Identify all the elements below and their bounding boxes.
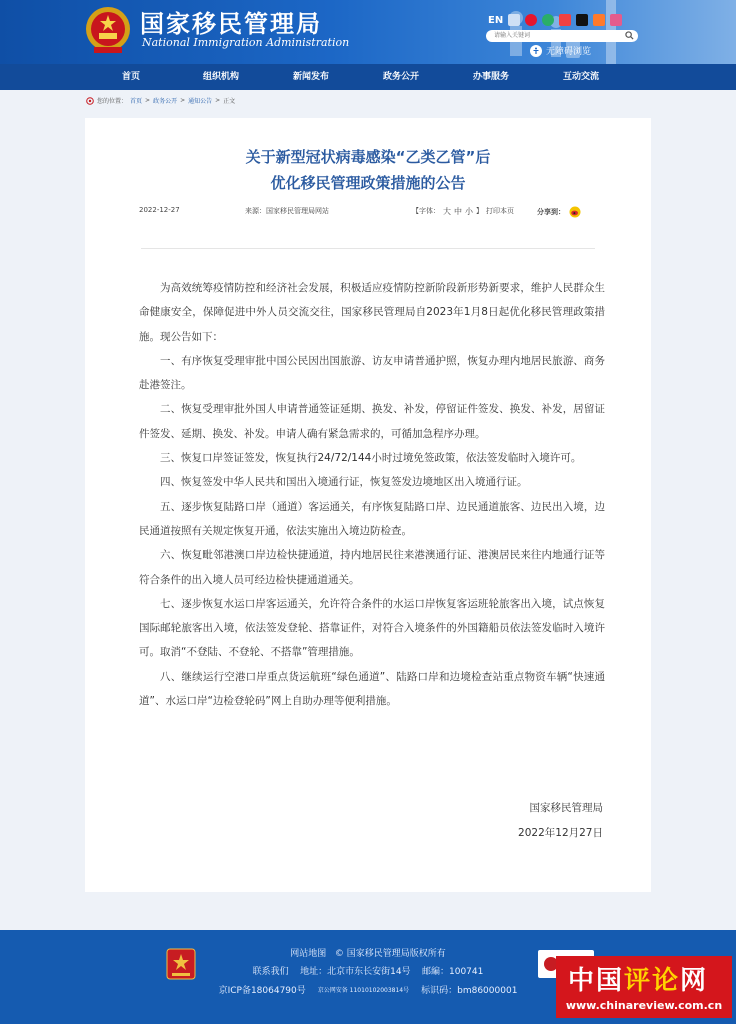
article-body	[139, 276, 605, 713]
breadcrumb-notices[interactable]: 通知公告	[188, 98, 213, 105]
font-size-close: 】	[476, 207, 483, 215]
font-size-control	[412, 206, 514, 217]
divider	[141, 248, 595, 249]
nav-item-interaction[interactable]: 互动交流	[562, 72, 599, 82]
nav-item-services[interactable]: 办事服务	[472, 72, 509, 82]
article-title-line-2: 优化移民管理政策措施的公告	[270, 174, 466, 192]
paragraph-1: 一、有序恢复受理审批中国公民因出国旅游、访友申请普通护照，恢复办理内地居民旅游、商务赴港签注。	[139, 354, 605, 392]
font-size-medium[interactable]: 中	[454, 207, 462, 216]
nav-item-organization[interactable]: 组织机构	[202, 72, 239, 82]
font-size-large[interactable]: 大	[443, 207, 451, 216]
location-icon	[86, 97, 94, 105]
watermark-brand-c: 网	[680, 966, 709, 996]
police-record-link[interactable]: 京公网安备 11010102003814号	[317, 987, 410, 994]
breadcrumb-prefix: 您的位置：	[97, 98, 128, 105]
print-button[interactable]: 打印本页	[486, 207, 514, 215]
font-size-label: 【字体：	[412, 207, 440, 215]
paragraph-8: 八、继续运行空港口岸重点货运航班“绿色通道”、陆路口岸和边境检查站重点物资车辆“快速通道”、水运口岸“边检登轮码”网上自助办理等便利措施。	[139, 670, 605, 708]
nav-item-government-affairs[interactable]: 政务公开	[382, 72, 419, 82]
search-input[interactable]	[494, 30, 614, 42]
postcode: 邮編：100741	[422, 967, 484, 977]
signature-organization: 国家移民管理局	[529, 802, 603, 814]
nav-item-news[interactable]: 新闻发布	[292, 72, 329, 82]
article-title-line-1: 关于新型冠状病毒感染“乙类乙管”后	[245, 148, 491, 166]
copyright: © 国家移民管理局版权所有	[334, 949, 446, 959]
paragraph-intro: 为高效统筹疫情防控和经济社会发展，积极适应疫情防控新阶段新形势新要求，维护人民群众生命健康安全，保障促进中外人员交流交往，国家移民管理局自2023年1月8日起优化移民管理政策措施。现公告如下：	[139, 282, 605, 343]
weibo-share-icon[interactable]	[569, 206, 581, 218]
identifier-code: 标识码：bm86000001	[421, 986, 518, 996]
address: 地址：北京市东长安街14号	[300, 967, 411, 977]
accessibility-label: 无障碍浏览	[546, 47, 592, 57]
wechat-icon[interactable]	[542, 14, 554, 26]
main-nav	[0, 64, 736, 90]
site-subtitle: National Immigration Administration	[142, 36, 350, 49]
search-box[interactable]	[486, 30, 638, 42]
national-emblem-icon[interactable]	[84, 5, 132, 55]
mobile-icon[interactable]	[508, 14, 520, 26]
contact-link[interactable]: 联系我们	[252, 967, 289, 977]
search-icon[interactable]	[625, 31, 634, 40]
site-header	[0, 0, 736, 64]
kuaishou-icon[interactable]	[593, 14, 605, 26]
breadcrumb	[86, 96, 235, 105]
english-link[interactable]: EN	[488, 14, 504, 26]
share-bar	[537, 206, 581, 218]
chinareview-watermark	[556, 956, 732, 1018]
breadcrumb-separator: >	[145, 97, 151, 104]
article-card	[85, 118, 651, 892]
nav-item-home[interactable]: 首页	[121, 72, 140, 82]
paragraph-3: 三、恢复口岸签证签发，恢复执行24/72/144小时过境免签政策，依法签发临时入境许可。	[160, 452, 582, 465]
breadcrumb-separator: >	[215, 97, 221, 104]
site-title[interactable]: 国家移民管理局	[140, 10, 322, 38]
breadcrumb-home[interactable]: 首页	[130, 98, 143, 105]
share-label: 分享到：	[537, 208, 565, 216]
paragraph-5: 五、逐步恢复陆路口岸（通道）客运通关，有序恢复陆路口岸、边民通道旅客、边民出入境，边民通道按照有关规定恢复开通，依法实施出入境边防检查。	[139, 500, 605, 537]
article-source: 来源：国家移民管理局网站	[245, 207, 329, 215]
tiktok-icon[interactable]	[576, 14, 588, 26]
font-size-small[interactable]: 小	[465, 207, 473, 216]
header-toolbar	[488, 14, 622, 26]
paragraph-7: 七、逐步恢复水运口岸客运通关，允许符合条件的水运口岸恢复客运班轮旅客出入境，试点恢复国际邮轮旅客出入境，依法签发登轮、搭靠证件，对符合入境条件的外国籍船员依法签发临时入境许可。取消“不登陆、不登轮、不搭靠”管理措施。	[139, 597, 605, 659]
icp-link[interactable]: 京ICP备18064790号	[218, 986, 306, 996]
breadcrumb-gov-affairs[interactable]: 政务公开	[153, 98, 178, 105]
publish-date: 2022-12-27	[139, 206, 180, 214]
paragraph-6: 六、恢复毗邻港澳口岸边检快捷通道，持内地居民往来港澳通行证、港澳居民来往内地通行证等符合条件的出入境人员可经边检快捷通道通关。	[139, 549, 605, 586]
watermark-brand	[568, 960, 708, 997]
watermark-brand-a: 中国	[568, 966, 625, 996]
paragraph-2: 二、恢复受理审批外国人申请普通签证延期、换发、补发，停留证件签发、换发、补发，居留证件签发、延期、换发、补发。申请人确有紧急需求的，可循加急程序办理。	[139, 403, 605, 440]
watermark-url: www.chinareview.com.cn	[565, 999, 723, 1012]
sitemap-link[interactable]: 网站地图	[290, 949, 327, 959]
bilibili-icon[interactable]	[610, 14, 622, 26]
paragraph-4: 四、恢复签发中华人民共和国出入境通行证，恢复签发边境地区出入境通行证。	[160, 476, 528, 489]
signature-date: 2022年12月27日	[518, 827, 603, 839]
toutiao-icon[interactable]	[559, 14, 571, 26]
weibo-icon[interactable]	[525, 14, 537, 26]
accessibility-link[interactable]	[530, 44, 591, 57]
watermark-brand-b: 评论	[624, 966, 681, 996]
breadcrumb-current: 正文	[223, 98, 236, 105]
breadcrumb-separator: >	[180, 97, 186, 104]
accessibility-icon	[530, 45, 542, 57]
